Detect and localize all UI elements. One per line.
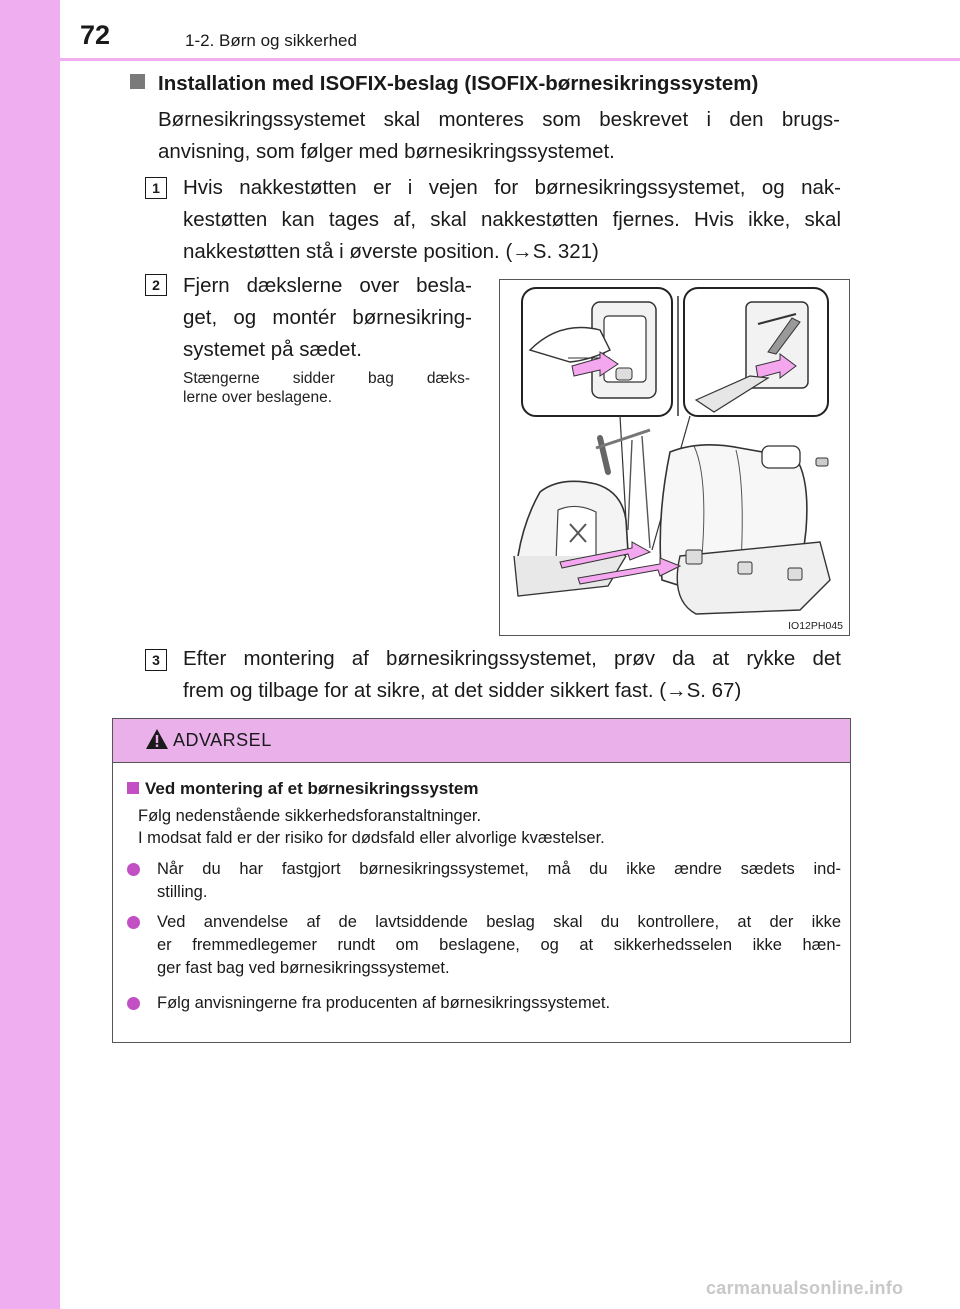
- step-line: Hvis nakkestøtten er i vejen for børnesikringssystemet, og nak-: [183, 176, 841, 199]
- warning-box: [112, 718, 851, 1043]
- step-line: get, og montér børnesikring-: [183, 306, 472, 329]
- intro-line: anvisning, som følger med børnesikringssystemet.: [158, 140, 615, 163]
- step-line: nakkestøtten stå i øverste position. (→S. 321): [183, 240, 599, 263]
- bullet-line: Følg anvisningerne fra producenten af børnesikringssystemet.: [157, 994, 611, 1012]
- step-3-text: [183, 643, 841, 707]
- step-line: Efter montering af børnesikringssystemet, prøv da at rykke det: [183, 647, 841, 670]
- step-2-text: [183, 270, 472, 366]
- warning-triangle-icon: [145, 728, 169, 750]
- step-number-2: 2: [145, 274, 167, 296]
- step-line: kestøtten kan tages af, skal nakkestøtten fjernes. Hvis ikke, skal: [183, 208, 841, 231]
- step-number-3: 3: [145, 649, 167, 671]
- bullet-line: Når du har fastgjort børnesikringssystemet, må du ikke ændre sædets ind-: [157, 860, 841, 878]
- chapter-title: 1-2. Børn og sikkerhed: [185, 31, 357, 50]
- header-rule: [60, 58, 960, 61]
- intro-line: Børnesikringssystemet skal monteres som beskrevet i den brugs-: [158, 108, 840, 131]
- step-number-1: 1: [145, 177, 167, 199]
- side-color-band: [0, 0, 60, 1309]
- warning-title-text: Ved montering af et børnesikringssystem: [145, 779, 479, 798]
- bullet-line: ger fast bag ved børnesikringssystemet.: [157, 959, 450, 977]
- figure-code: IO12PH045: [788, 620, 843, 632]
- bullet-line: stilling.: [157, 883, 208, 901]
- warning-header: [113, 719, 850, 763]
- square-bullet-icon: [127, 782, 139, 794]
- bullet-line: er fremmedlegemer rundt om beslagene, og at sikkerhedsselen ikke hæn-: [157, 936, 841, 954]
- warning-label: ADVARSEL: [173, 730, 272, 750]
- step-line: frem og tilbage for at sikre, at det sidder sikkert fast. (→S. 67): [183, 679, 742, 702]
- bullet-dot-icon: [127, 863, 140, 876]
- bullet-dot-icon: [127, 997, 140, 1010]
- bullet-line: Ved anvendelse af de lavtsiddende beslag skal du kontrollere, at der ikke: [157, 913, 841, 931]
- intro-paragraph: [158, 104, 840, 168]
- step-line: systemet på sædet.: [183, 338, 362, 361]
- warning-bullet: [127, 858, 841, 904]
- seat-illustration-icon: [500, 280, 849, 635]
- warning-bullet: [127, 992, 841, 1015]
- warning-intro-line: Følg nedenstående sikkerhedsforanstaltninger.: [138, 807, 482, 825]
- square-bullet-icon: [130, 74, 145, 89]
- warning-intro-line: I modsat fald er der risiko for dødsfald eller alvorlige kvæstelser.: [138, 829, 605, 847]
- footer-watermark: carmanualsonline.info: [706, 1278, 904, 1298]
- note-line: lerne over beslagene.: [183, 389, 333, 406]
- step-line: Fjern dækslerne over besla-: [183, 274, 472, 297]
- note-line: Stængerne sidder bag dæks-: [183, 370, 470, 387]
- section-title: [130, 72, 758, 96]
- page-number: 72: [80, 20, 111, 50]
- bullet-dot-icon: [127, 916, 140, 929]
- step-2-note: [183, 369, 470, 407]
- warning-title: [127, 779, 478, 799]
- section-title-text: Installation med ISOFIX-beslag (ISOFIX-børnesikringssystem): [158, 72, 759, 95]
- isofix-installation-illustration: [499, 279, 850, 636]
- step-1-text: [183, 172, 841, 268]
- warning-bullet: [127, 911, 841, 980]
